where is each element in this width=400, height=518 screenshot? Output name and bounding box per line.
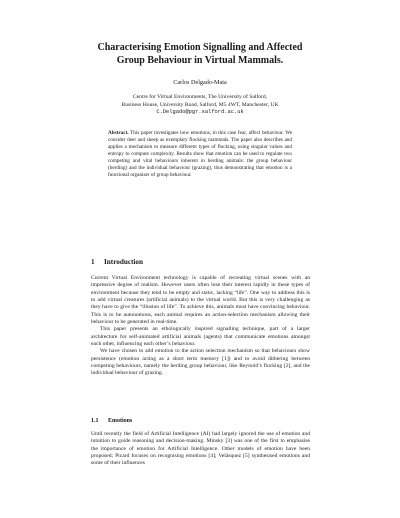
subsection-heading-emotions [91, 417, 311, 425]
abstract-label: Abstract. [108, 130, 129, 136]
abstract-text: This paper investigates how emotions, in this case fear, affect behaviour. We consider deer and sheep as exemplary flocking mammals. The paper also describes and applies a mechanism to measure different types of flocking, using singular values and entropy to compute complexity. Results show that emotion can be used to regulate two competing and vital behaviours inherent in herding animals: the group behaviour (herding) and the individual behaviour (grazing), thus demonstrating that emotion is a functional organiser of group behaviour. [108, 130, 292, 178]
author-affiliation [60, 94, 340, 117]
subsection-title: Emotions [108, 418, 133, 424]
subsection-number: 1.1 [91, 418, 99, 424]
introduction-paragraph-2: This paper presents an ethologically inspired signalling technique, part of a larger architecture for self-animated artificial animals (agents) that communicate emotions amongst each other, influencing each other’s behaviour. [91, 326, 310, 348]
author-name: Carlos Delgado-Mata [173, 79, 227, 86]
introduction-paragraph-3: We have chosen to add emotion to the action selection mechanism so that behaviours show persistence (emotion acting as a short term memory [1]) and to avoid dithering between competing behaviours, namely the herding group behaviour, like Reynold’s flocking [2], and the individual behaviour of grazing. [91, 348, 310, 377]
affiliation-line-2: Business House, University Road, Salford, M5 4WT, Manchester, UK [121, 101, 279, 108]
section-title: Introduction [104, 258, 144, 266]
emotions-paragraph: Until recently the field of Artificial Intelligence (AI) had largely ignored the use of emotion and intuition to guide reasoning and decision-making. Minsky [3] was one of the first to emphasise the importance of emotion for Artificial Intelligence. Other models of emotion have been proposed; Picard focuses on recognising emotions [4]; Velásquez [5] synthesised emotions and some of their influences [91, 431, 310, 467]
title-line-2: Group Behaviour in Virtual Mammals. [116, 54, 284, 66]
title-line-1: Characterising Emotion Signalling and Affected [97, 42, 303, 53]
section-number: 1 [91, 258, 95, 266]
author-email: C.Delgado@pgr.salford.ac.uk [156, 109, 244, 116]
abstract [108, 130, 292, 179]
introduction-paragraph-1: Current Virtual Environment technology is capable of recreating virtual scenes with an impressive degree of realism. However users often lose their interest rapidly in these types of environment because they tend to be empty and static, lacking “life”. One way to address this is to add virtual creatures (artificial animals) to the virtual world. But this is very challenging as they have to give the “illusion of life”. To achieve this, animals must have convincing behaviour. This is to be autonomous, each animal requires an action-selection mechanism allowing their behaviour to be generated in real-time. [91, 275, 310, 326]
introduction-body [91, 275, 310, 378]
emotions-body [91, 431, 310, 468]
paper-title [60, 42, 340, 67]
affiliation-line-1: Centre for Virtual Environments, The University of Salford, [132, 94, 268, 100]
section-heading-introduction [91, 258, 311, 267]
